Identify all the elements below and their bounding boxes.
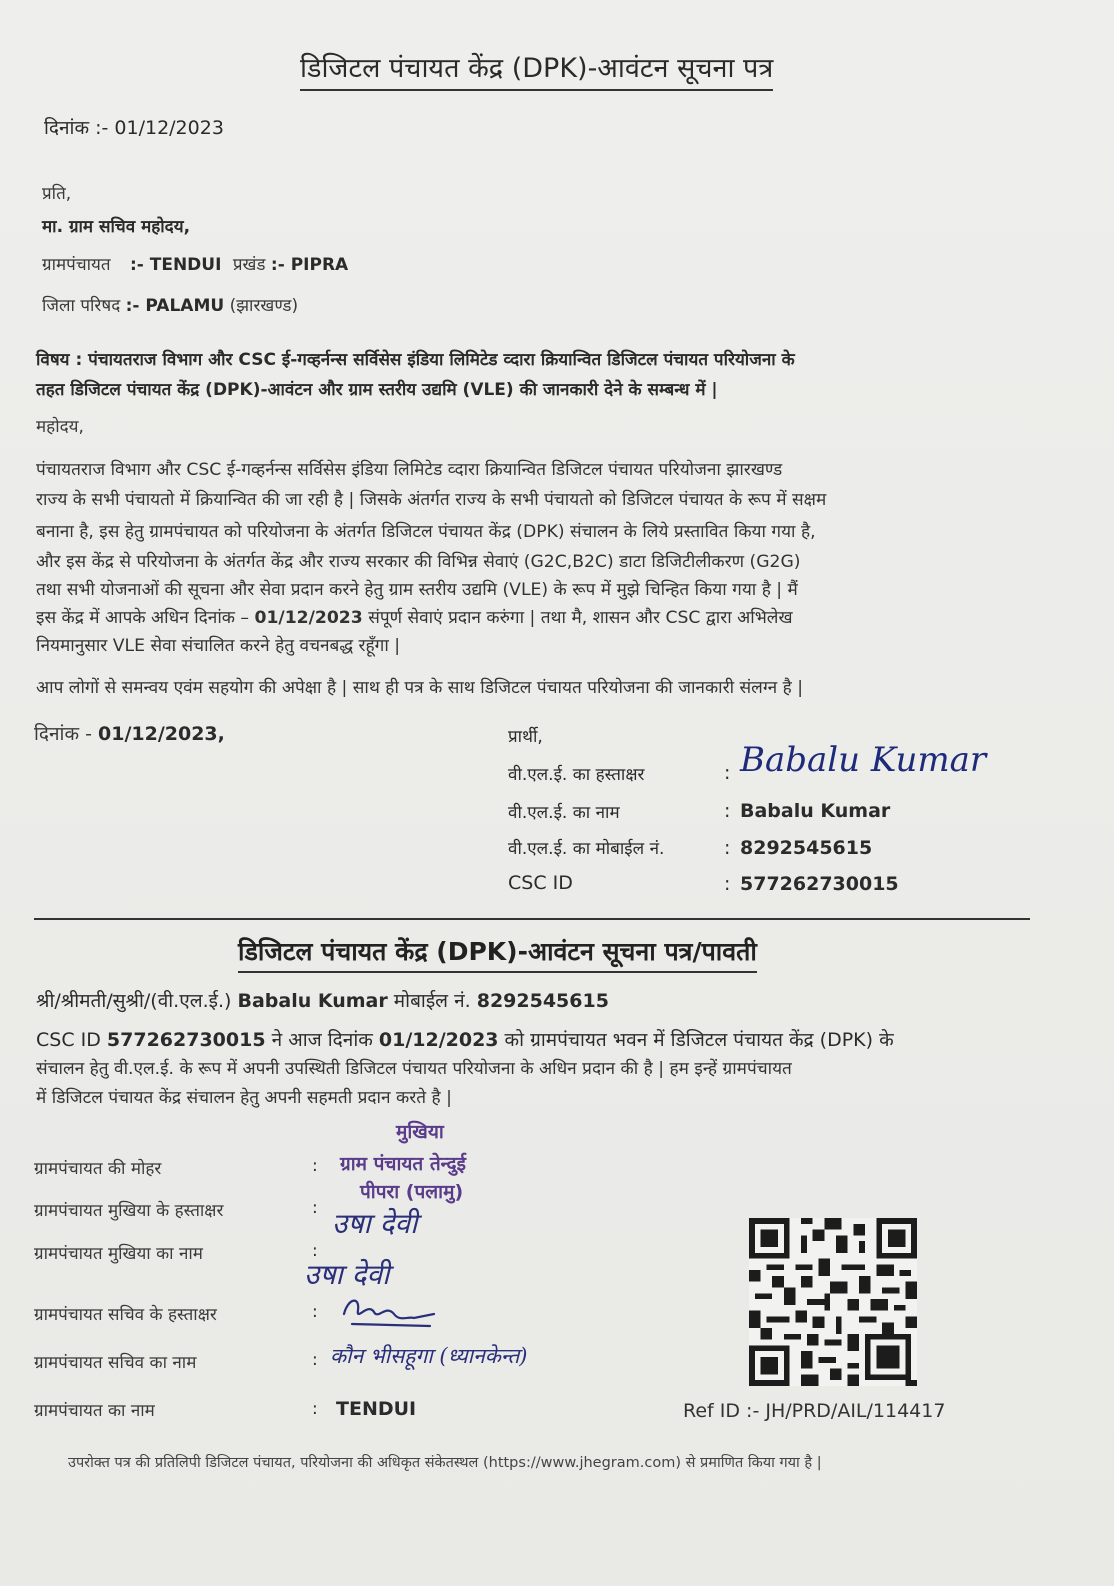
body-line: आप लोगों से समन्वय एवंम सहयोग की अपेक्षा है | साथ ही पत्र के साथ डिजिटल पंचायत परियोजना की जानकारी संलग्न है | bbox=[36, 678, 804, 698]
row-label: ग्रामपंचायत का नाम bbox=[34, 1401, 155, 1421]
receipt-text: श्री/श्रीमती/सुश्री/(वी.एल.ई.) bbox=[36, 990, 238, 1012]
subject-block bbox=[36, 345, 1076, 405]
state-name: (झारखण्ड) bbox=[229, 296, 299, 316]
subject-line: विषय : पंचायतराज विभाग और CSC ई-गव्हर्नन्स सर्विसेस इंडिया लिमिटेड व्दारा क्रियान्वित डिजिटल पंचायत परियोजना के bbox=[36, 350, 795, 370]
signoff-date bbox=[34, 720, 225, 746]
colon: : bbox=[312, 1399, 318, 1419]
receipt-mobile: 8292545615 bbox=[476, 990, 609, 1012]
colon: : bbox=[312, 1241, 318, 1261]
page-title: डिजिटल पंचायत केंद्र (DPK)-आवंटन सूचना पत्र bbox=[300, 48, 773, 91]
receipt-line: में डिजिटल पंचायत केंद्र संचालन हेतु अपनी सहमती प्रदान करते है | bbox=[36, 1088, 452, 1108]
csc-id: 577262730015 bbox=[740, 873, 899, 895]
receipt-title: डिजिटल पंचायत केंद्र (DPK)-आवंटन सूचना पत्र/पावती bbox=[238, 934, 757, 973]
panchayat-line bbox=[42, 252, 348, 275]
receipt-line bbox=[36, 987, 609, 1013]
qr-code bbox=[749, 1218, 917, 1386]
receipt-text: मोबाईल नं. bbox=[387, 990, 477, 1012]
vle-name: Babalu Kumar bbox=[740, 800, 891, 822]
ref-id: Ref ID :- JH/PRD/AIL/114417 bbox=[683, 1400, 946, 1422]
receipt-line bbox=[36, 1026, 894, 1052]
receipt-text: ने आज दिनांक bbox=[265, 1029, 379, 1051]
signoff-date-value: 01/12/2023, bbox=[98, 723, 225, 745]
body-line: पंचायतराज विभाग और CSC ई-गव्हर्नन्स सर्विसेस इंडिया लिमिटेड व्दारा क्रियान्वित डिजिटल पंचायत परियोजना झारखण्ड bbox=[36, 460, 783, 480]
block-label: प्रखंड bbox=[232, 255, 266, 275]
row-label: ग्रामपंचायत मुखिया का नाम bbox=[34, 1244, 203, 1264]
greeting: महोदय, bbox=[36, 417, 84, 437]
colon: : bbox=[724, 837, 731, 859]
panchayat-value: :- TENDUI bbox=[129, 255, 222, 275]
stamp-line: ग्राम पंचायत तेन्दुई bbox=[340, 1153, 466, 1175]
vle-mobile: 8292545615 bbox=[740, 837, 873, 859]
sachiv-name: कौन भीसहूगा (ध्यानकेन्त) bbox=[330, 1344, 528, 1368]
district-label: जिला परिषद bbox=[42, 296, 121, 316]
receipt-text: को ग्रामपंचायत भवन में डिजिटल पंचायत केंद्र (DPK) के bbox=[498, 1029, 894, 1051]
body-text: संपूर्ण सेवाएं प्रदान करुंगा | तथा मै, शासन और CSC द्वारा अभिलेख bbox=[362, 608, 793, 628]
body-text: इस केंद्र में आपके अधिन दिनांक – bbox=[36, 608, 255, 628]
block-value: :- PIPRA bbox=[270, 255, 349, 275]
signoff-date-label: दिनांक - bbox=[34, 723, 99, 745]
receipt-vle-name: Babalu Kumar bbox=[237, 990, 388, 1012]
colon: : bbox=[312, 1198, 318, 1218]
row-label: ग्रामपंचायत मुखिया के हस्ताक्षर bbox=[34, 1201, 224, 1221]
sachiv-signature bbox=[338, 1292, 442, 1334]
panchayat-label: ग्रामपंचायत bbox=[42, 255, 111, 275]
letter-date: दिनांक :- 01/12/2023 bbox=[44, 117, 224, 139]
section-divider bbox=[34, 918, 1030, 920]
vle-mobile-label: वी.एल.ई. का मोबाईल नं. bbox=[508, 839, 665, 859]
to-line: प्रति, bbox=[42, 184, 72, 204]
colon: : bbox=[312, 1156, 318, 1176]
colon: : bbox=[724, 762, 731, 784]
district-value: :- PALAMU bbox=[125, 296, 225, 316]
receipt-date: 01/12/2023 bbox=[378, 1029, 499, 1051]
row-label: ग्रामपंचायत की मोहर bbox=[34, 1159, 162, 1179]
row-label: ग्रामपंचायत सचिव का नाम bbox=[34, 1353, 197, 1373]
mukhiya-name: उषा देवी bbox=[304, 1258, 390, 1291]
vle-name-label: वी.एल.ई. का नाम bbox=[508, 803, 620, 823]
body-line: तथा सभी योजनाओं की सूचना और सेवा प्रदान करने हेतु ग्राम स्तरीय उद्यमि (VLE) के रूप में मुझे चिन्हित किया गया है | मैं bbox=[36, 580, 798, 600]
receipt-csc-id: 577262730015 bbox=[106, 1029, 266, 1051]
row-label: ग्रामपंचायत सचिव के हस्ताक्षर bbox=[34, 1305, 217, 1325]
stamp-line: मुखिया bbox=[396, 1121, 444, 1143]
body-line: और इस केंद्र से परियोजना के अंतर्गत केंद्र और राज्य सरकार की विभिन्न सेवाएं (G2C,B2C) डाटा डिजिटीलीकरण (G2G) bbox=[36, 552, 801, 572]
vle-signature: Babalu Kumar bbox=[740, 740, 987, 780]
colon: : bbox=[312, 1350, 318, 1370]
footer-note: उपरोक्त पत्र की प्रतिलिपी डिजिटल पंचायत, परियोजना की अधिकृत संकेतस्थल (https://www.jhegram.com) से प्रमाणित किया गया है | bbox=[68, 1455, 822, 1471]
body-line bbox=[36, 606, 793, 629]
panchayat-name: TENDUI bbox=[336, 1398, 417, 1420]
colon: : bbox=[724, 873, 731, 895]
applicant-label: प्रार्थी, bbox=[508, 727, 543, 747]
receipt-text: CSC ID bbox=[36, 1029, 107, 1051]
colon: : bbox=[724, 800, 731, 822]
receipt-line: संचालन हेतु वी.एल.ई. के रूप में अपनी उपस्थिती डिजिटल पंचायत परियोजना के अधिन प्रदान की है | हम इन्हें ग्रामपंचायत bbox=[36, 1059, 792, 1079]
body-line: नियमानुसार VLE सेवा संचालित करने हेतु वचनबद्ध रहूँगा | bbox=[36, 636, 401, 656]
stamp-line: पीपरा (पलामु) bbox=[360, 1181, 464, 1203]
service-date: 01/12/2023 bbox=[254, 608, 363, 628]
colon: : bbox=[312, 1302, 318, 1322]
body-line: राज्य के सभी पंचायतो में क्रियान्वित की जा रही है | जिसके अंतर्गत राज्य के सभी पंचायतो को डिजिटल पंचायत के रूप में सक्षम bbox=[36, 490, 827, 510]
csc-id-label: CSC ID bbox=[508, 872, 573, 894]
mukhiya-signature: उषा देवी bbox=[332, 1207, 418, 1240]
body-line: बनाना है, इस हेतु ग्रामपंचायत को परियोजना के अंतर्गत डिजिटल पंचायत केंद्र (DPK) संचालन के लिये प्रस्तावित किया गया है, bbox=[36, 522, 816, 542]
subject-line: तहत डिजिटल पंचायत केंद्र (DPK)-आवंटन और ग्राम स्तरीय उद्यमि (VLE) की जानकारी देने के सम्बन्ध में | bbox=[36, 380, 718, 400]
district-line bbox=[42, 293, 298, 316]
addressee: मा. ग्राम सचिव महोदय, bbox=[42, 217, 191, 237]
vle-sig-label: वी.एल.ई. का हस्ताक्षर bbox=[508, 765, 645, 785]
